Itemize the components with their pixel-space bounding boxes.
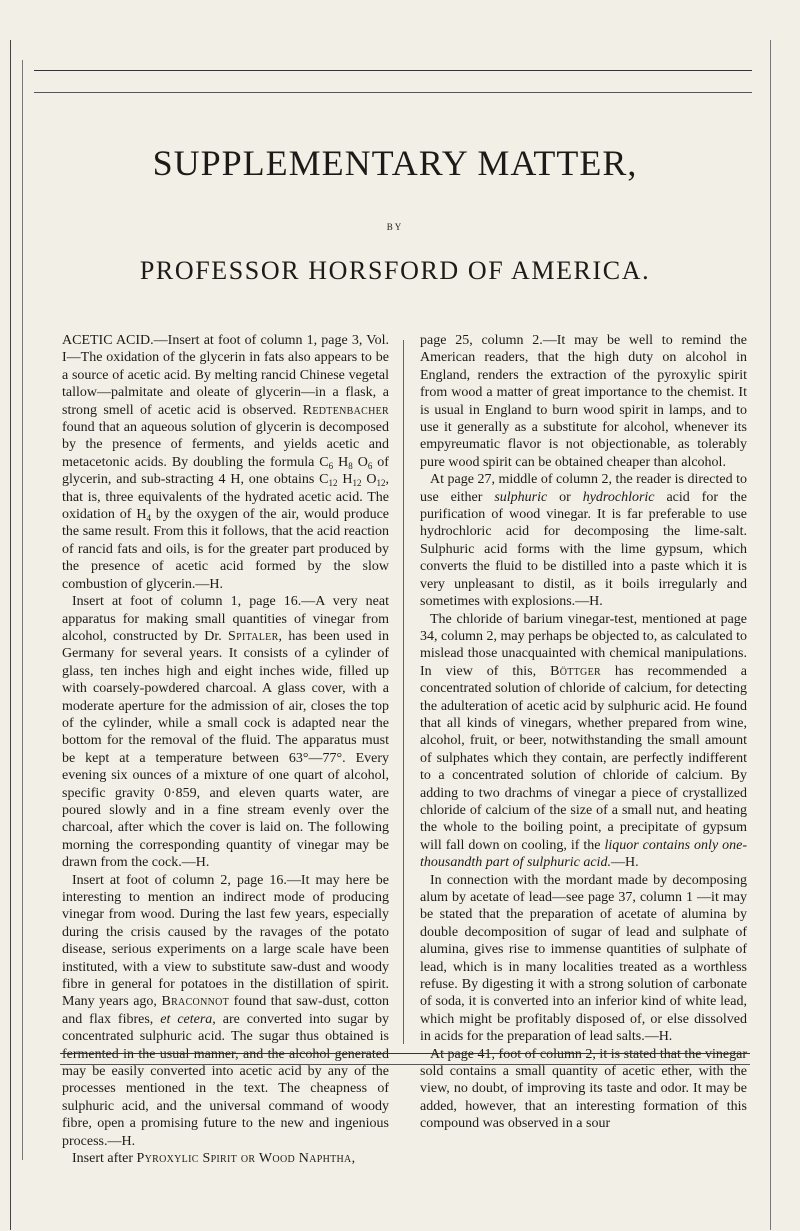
person-name: Böttger [550, 663, 601, 679]
paragraph-barium-test: The chloride of barium vinegar-test, mentioned at page 34, column 2, may perhaps be objected to, as calculated to mislead those unacquainted with chemical manipulations. In view of this, Böttger has recommended a concentrated solution of chloride of calcium, for detecting the adulteration of acetic acid by sulphuric acid. He found that all kinds of vinegars, whether prepared from wine, alcohol, fruit, or beer, notwithstanding the small amount of sulphates which they contain, are perfectly indifferent to a concentrated solution of chloride of calcium. By adding to two drachms of vinegar a piece of crystallized chloride of calcium of the size of a small nut, and heating the whole to the boiling point, a precipitate of gypsum will fall down on cooling, if the liquor contains only one-thousandth part of sulphuric acid.—H. [420, 611, 747, 871]
paragraph-acetic-acid: ACETIC ACID.—Insert at foot of column 1, page 3, Vol. I—The oxidation of the glycerin in fats also appears to be a source of acetic acid. By melting rancid Chinese vegetal tallow—palmitate and oleate of glycerin—in a flask, a strong smell of acetic acid is observed. Redtenbacher found that an aqueous solution of glycerin is decomposed by the presence of ferments, and yields acetic and metacetonic acids. By doubling the formula $C_6$ $H_8$ $O_6$ of glycerin, and sub-stracting 4 H, one obtains $C_{12}$ $H_{12}$ $O_{12}$, that is, three equivalents of the hydrated acetic acid. The oxidation of $H_4$ by the oxygen of the air, would produce the same result. From this it follows, that the acid reaction of rancid fats and oils, is for the greater part produced by the presence of acetic acid formed by the slow combustion of glycerin.—H. [62, 333, 389, 592]
person-name: Spitaler [228, 628, 279, 644]
paragraph-vinegar-apparatus: Insert at foot of column 1, page 16.—A very neat apparatus for making small quantities of vinegar from alcohol, constructed by Dr. Spitaler, has been used in Germany for several years. It consists of a cylinder of glass, ten inches high and eight inches wide, filled up with coarsely-powdered charcoal. A glass cover, with a moderate aperture for the admission of air, closes the top of the cylinder, while a small cock is adapted near the bottom for the removal of the fluid. The apparatus must be kept at a temperature between 63°—77°. Every evening six ounces of a mixture of one quart of alcohol, specific gravity 0·859, and eleven quarts water, are poured slowly and in a fine stream evenly over the charcoal, after which the cover is laid on. The following morning the corresponding quantity of vinegar may be drawn from the cock.—H. [62, 594, 389, 871]
person-name: Braconnot [161, 994, 230, 1010]
paragraph-pyroxylic-spirit: page 25, column 2.—It may be well to remind the American readers, that the high duty on alcohol in England, renders the extraction of the pyroxylic spirit from wood a matter of great importance to the chemist. It is usual in England to burn wood spirit in lamps, and to use it generally as a substitute for alcohol, whenever its empyreumatic flavor is not objectionable, as tolerably pure wood spirit can be obtained cheaper than alcohol. [420, 333, 747, 470]
paragraph-wood-vinegar-purification: At page 27, middle of column 2, the reader is directed to use either sulphuric or hydrochloric acid for the purification of wood vinegar. It is far preferable to use hydrochloric acid for decomposing the lime-salt. Sulphuric acid forms with the lime gypsum, which converts the fluid to be distilled into a paste which it is very unpleasant to distil, as it boils irregularly and sometimes with explosions.—H. [420, 472, 747, 610]
page-subtitle: PROFESSOR HORSFORD OF AMERICA. [139, 256, 651, 285]
paragraph-alum-mordant: In connection with the mordant made by decomposing alum by acetate of lead—see page 37, column 1 —it may be stated that the preparation of acetate of alumina by double decomposition of sugar of lead and sulphate of alumina, gives rise to immense quantities of sulphate of lead, which is in many localities treated as a worthless refuse. By digesting it with a strong solution of carbonate of soda, it is converted into an inferior kind of white lead, which might be profitably disposed of, or else dissolved in acids for the preparation of lead salts.—H. [420, 872, 747, 1045]
footer-rule-second [60, 1064, 750, 1065]
page-frame-left [10, 40, 11, 1230]
page-frame-right [770, 40, 771, 1230]
person-name: Redtenbacher [302, 402, 389, 418]
paragraph-acetic-ether: At page 41, foot of column 2, it is stated that the vinegar sold contains a small quantity of acetic ether, with the view, no doubt, of improving its taste and odor. It may be added, however, that an interesting formation of this compound was observed in a sour [420, 1046, 747, 1132]
byline-label: BY [386, 222, 404, 232]
paragraph-pyroxylic-intro: Insert after Pyroxylic Spirit or Wood Naphtha, [72, 1151, 356, 1167]
column-divider [403, 340, 404, 1044]
page-title: SUPPLEMENTARY MATTER, [152, 143, 638, 183]
footer-rule-top [60, 1053, 750, 1054]
right-column [420, 332, 747, 1133]
paragraph-vinegar-from-wood: Insert at foot of column 2, page 16.—It may here be interesting to mention an indirect mode of producing vinegar from wood. During the last few years, especially during the crisis caused by the ravages of the potato disease, serious experiments on a large scale have been instituted, with a view to substitute saw-dust and woody fibre in general for potatoes in the distillation of spirit. Many years ago, Braconnot found that saw-dust, cotton and flax fibres, et cetera, are converted into sugar by concentrated sulphuric acid. The sugar thus obtained is fermented in the usual manner, and the alcohol generated may be easily converted into acetic acid by any of the processes mentioned in the text. The cheapness of sulphuric acid, and the universal command of woody fibre, open a promising future to the new and ingenious process.—H. [62, 872, 390, 1149]
section-reference: Pyroxylic Spirit or Wood Naphtha [136, 1151, 352, 1167]
header-rule-top [34, 70, 752, 71]
header-rule-second [34, 92, 752, 93]
left-column [62, 332, 389, 1168]
